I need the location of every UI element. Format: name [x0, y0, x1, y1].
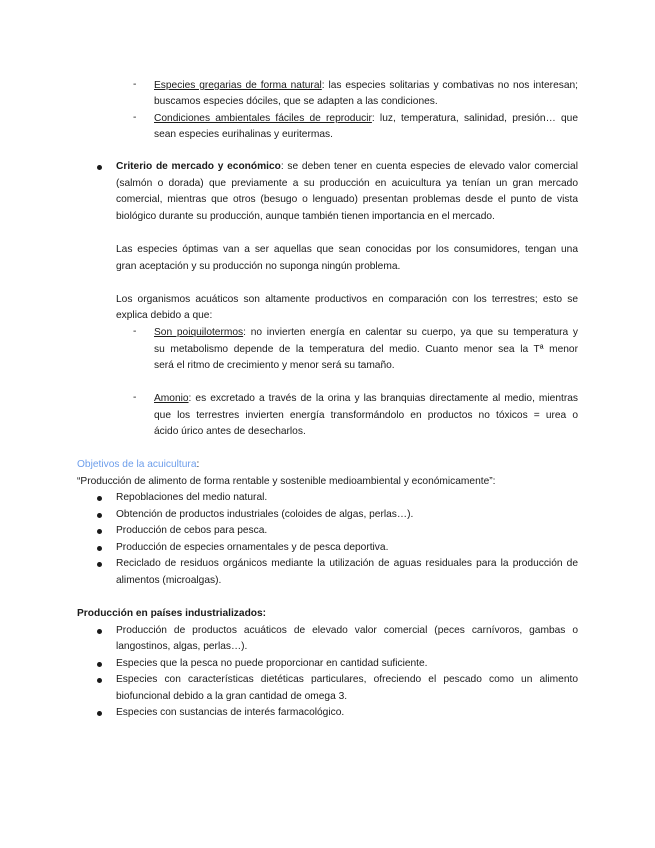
dash-item-1-line-2: buscamos especies dóciles, que se adapten a las condiciones. [154, 96, 438, 107]
dash-item-1-line-1 [154, 79, 578, 93]
objetivos-heading-colon: : [196, 459, 200, 470]
bullet-dot [97, 662, 102, 667]
criterio-text: : se deben tener en cuenta especies de elevado valor comercial [280, 161, 578, 172]
dash-marker: - [133, 112, 137, 123]
objetivos-heading-text: Objetivos de la acuicultura [77, 459, 197, 470]
objetivos-item-5-line-1: Reciclado de residuos orgánicos mediante la utilización de aguas residuales para la producción de [116, 558, 578, 569]
dash-item-2-line-1 [154, 112, 578, 126]
amonio-line-3: ácido úrico antes de desecharlos. [154, 426, 306, 437]
bullet-dot [97, 496, 102, 501]
objetivos-quote: “Producción de alimento de forma rentable y sostenible medioambiental y económicamente”: [77, 476, 496, 487]
produccion-item-1-line-2: langostinos, algas, perlas…). [116, 641, 248, 652]
objetivos-heading [77, 458, 199, 472]
dash-item-label: Especies gregarias de forma natural [154, 80, 322, 91]
paragraph-2-line-1: Los organismos acuáticos son altamente productivos en comparación con los terrestres; esto se [116, 294, 578, 305]
dash-item-text: : las especies solitarias y combativas no nos interesan; [321, 80, 578, 91]
paragraph-1-line-1: Las especies óptimas van a ser aquellas que sean conocidas por los consumidores, tengan una [116, 244, 578, 255]
dash-item-label: Condiciones ambientales fáciles de reproducir [154, 113, 372, 124]
dash-item-text: : luz, temperatura, salinidad, presión… que [371, 113, 578, 124]
bullet-dot [97, 546, 102, 551]
objetivos-item-4: Producción de especies ornamentales y de pesca deportiva. [116, 542, 389, 553]
dash-marker: - [133, 79, 137, 90]
bullet-dot [97, 513, 102, 518]
dash-item-2-line-2: sean especies eurihalinas y euritermas. [154, 129, 333, 140]
dash-item-label: Son poiquilotermos [154, 327, 244, 338]
bullet-dot [97, 562, 102, 567]
criterio-line-3: comercial, mientras que otros (besugo o lenguado) presentan problemas desde el punto de vista [116, 194, 578, 205]
poiquilotermos-line-3: será el ritmo de crecimiento y menor será su tamaño. [154, 360, 395, 371]
objetivos-item-5-line-2: alimentos (microalgas). [116, 575, 222, 586]
objetivos-item-1: Repoblaciones del medio natural. [116, 492, 268, 503]
poiquilotermos-line-1 [154, 326, 578, 340]
amonio-line-1 [154, 392, 578, 406]
objetivos-item-3: Producción de cebos para pesca. [116, 525, 268, 536]
produccion-heading: Producción en países industrializados: [77, 608, 267, 619]
dash-marker: - [133, 326, 137, 337]
bullet-dot [97, 629, 102, 634]
criterio-line-2: (salmón o dorada) que previamente a su producción en acuicultura ya tenían un gran mercado [116, 178, 578, 189]
produccion-item-3-line-1: Especies con características dietéticas particulares, ofreciendo el pescado como un alimento [116, 674, 578, 685]
produccion-item-2: Especies que la pesca no puede proporcionar en cantidad suficiente. [116, 658, 428, 669]
produccion-item-1-line-1: Producción de productos acuáticos de elevado valor comercial (peces carnívoros, gambas o [116, 625, 578, 636]
dash-item-label: Amonio [154, 393, 189, 404]
produccion-item-3-line-2: biofuncional debido a la gran cantidad de omega 3. [116, 691, 348, 702]
produccion-item-4: Especies con sustancias de interés farmacológico. [116, 707, 345, 718]
bullet-dot [97, 678, 102, 683]
dash-item-text: : no invierten energía en calentar su cuerpo, ya que su temperatura y [243, 327, 578, 338]
objetivos-item-2: Obtención de productos industriales (coloides de algas, perlas…). [116, 509, 414, 520]
bullet-dot [97, 165, 102, 170]
poiquilotermos-line-2: su metabolismo depende de la temperatura del medio. Cuanto menor sea la Tª menor [154, 344, 578, 355]
dash-marker: - [133, 392, 137, 403]
paragraph-2-line-2: explica debido a que: [116, 310, 213, 321]
criterio-line-1 [116, 160, 578, 174]
criterio-label: Criterio de mercado y económico [116, 161, 281, 172]
paragraph-1-line-2: gran aceptación y su producción no suponga ningún problema. [116, 261, 401, 272]
amonio-line-2: que los terrestres invierten energía transformándolo en productos no tóxicos = urea o [154, 410, 578, 421]
dash-item-text: : es excretado a través de la orina y las branquias directamente al medio, mientras [188, 393, 578, 404]
bullet-dot [97, 529, 102, 534]
bullet-dot [97, 711, 102, 716]
criterio-line-4: biológico durante su producción, aunque también tienen importancia en el mercado. [116, 211, 495, 222]
